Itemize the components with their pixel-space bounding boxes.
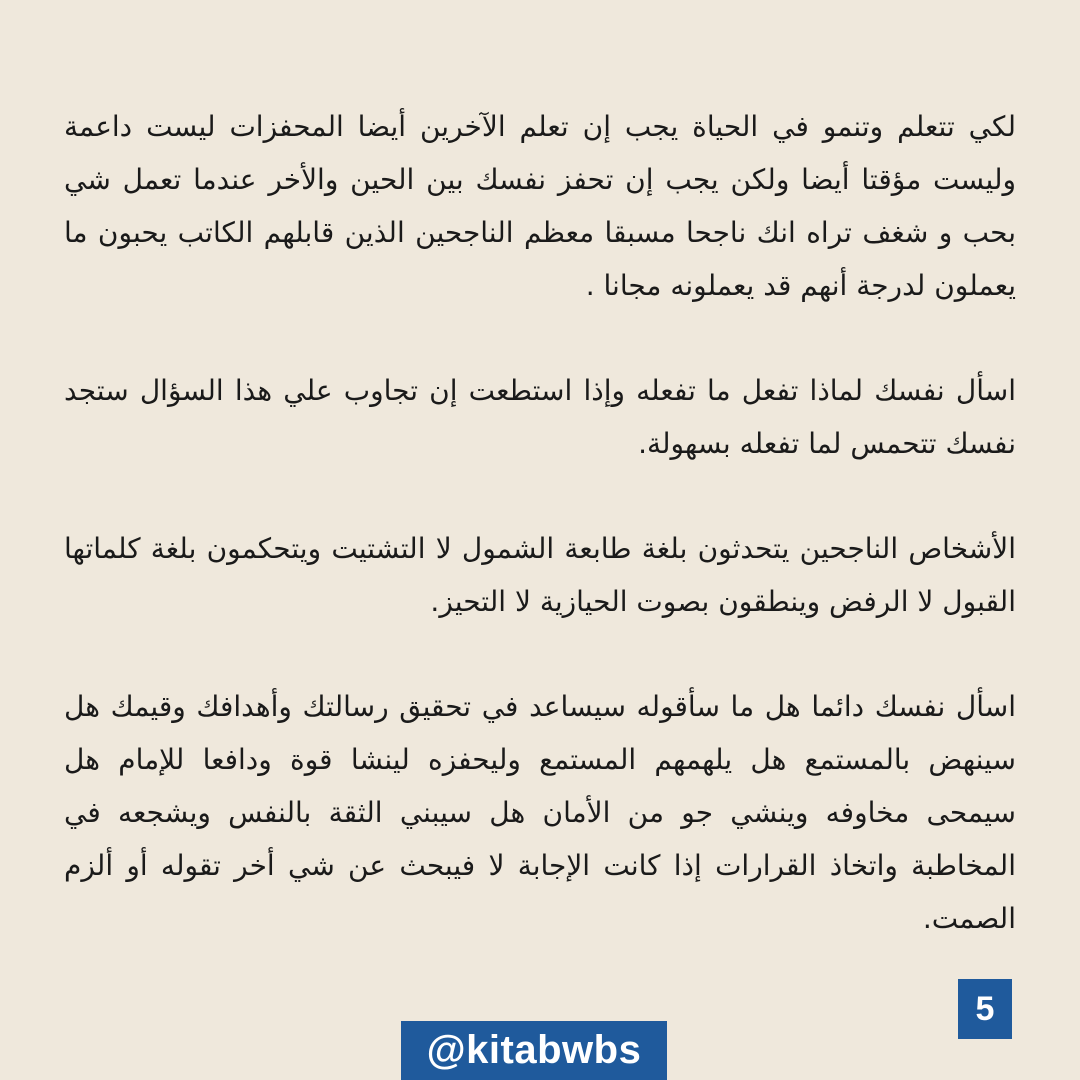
paragraph-1: لكي تتعلم وتنمو في الحياة يجب إن تعلم الآخرين أيضا المحفزات ليست داعمة وليست مؤقتا أيضا ولكن يجب إن تحفز نفسك بين الحين والأخر عندما تعمل شي بحب و شغف تراه انك ناجحا مسبقا معظم الناجحين الذين قابلهم الكاتب يحبون ما يعملون لدرجة أنهم قد يعملونه مجانا . xyxy=(64,110,1016,302)
paragraph-4: اسأل نفسك دائما هل ما سأقوله سيساعد في تحقيق رسالتك وأهدافك وقيمك هل سينهض بالمستمع هل يلهمهم المستمع وليحفزه لينشا قوة ودافعا للإمام هل سيمحى مخاوفه وينشي جو من الأمان هل سيبني الثقة بالنفس ويشجعه في المخاطبة واتخاذ القرارات إذا كانت الإجابة لا فيبحث عن شي أخر تقوله أو ألزم الصمت. xyxy=(64,690,1016,935)
account-handle: @kitabwbs xyxy=(401,1021,667,1080)
article-body xyxy=(64,100,1016,997)
paragraph-2: اسأل نفسك لماذا تفعل ما تفعله وإذا استطعت إن تجاوب علي هذا السؤال ستجد نفسك تتحمس لما تفعله بسهولة. xyxy=(64,374,1016,460)
page-number-badge: 5 xyxy=(958,979,1012,1039)
paragraph-3: الأشخاص الناجحين يتحدثون بلغة طابعة الشمول لا التشتيت ويتحكمون بلغة كلماتها القبول لا الرفض وينطقون بصوت الحيازية لا التحيز. xyxy=(64,532,1016,618)
